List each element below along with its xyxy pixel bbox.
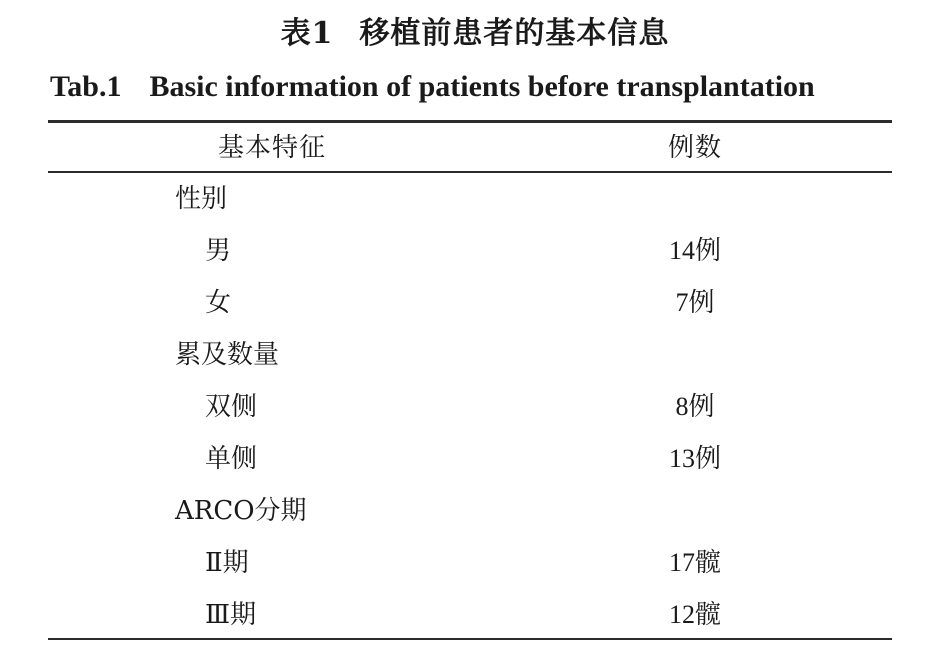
table-row bbox=[0, 381, 950, 433]
row-value: 12髋 bbox=[668, 600, 721, 629]
row-group-label: 性别 bbox=[175, 184, 228, 214]
table-bottom-rule bbox=[48, 638, 892, 640]
table-row bbox=[0, 433, 950, 485]
row-value: 7例 bbox=[675, 288, 715, 317]
row-label: Ⅱ期 bbox=[205, 548, 249, 578]
column-header-count: 例数 bbox=[668, 133, 723, 163]
row-group-label: 累及数量 bbox=[175, 340, 280, 370]
row-label: 单侧 bbox=[205, 444, 258, 474]
table-row bbox=[0, 225, 950, 277]
table-title-english-text: Basic information of patients before transplantation bbox=[149, 70, 815, 103]
table-row bbox=[0, 329, 950, 381]
row-value: 8例 bbox=[675, 392, 715, 421]
row-label: 女 bbox=[205, 288, 232, 318]
row-value: 14例 bbox=[668, 236, 721, 265]
table-number-chinese: 表1 bbox=[280, 16, 334, 51]
table-row bbox=[0, 277, 950, 329]
row-group-label: ARCO分期 bbox=[175, 496, 307, 526]
row-value: 17髋 bbox=[668, 548, 721, 577]
table-title-english bbox=[50, 68, 900, 106]
row-label: 双侧 bbox=[205, 392, 258, 422]
table-top-rule bbox=[48, 120, 892, 123]
table-number-english: Tab.1 bbox=[50, 70, 122, 103]
table-row bbox=[0, 537, 950, 589]
table-title-chinese-text: 移植前患者的基本信息 bbox=[359, 16, 670, 51]
row-label: 男 bbox=[205, 236, 232, 266]
row-value: 13例 bbox=[668, 444, 721, 473]
table-row bbox=[0, 485, 950, 537]
column-header-characteristic: 基本特征 bbox=[218, 133, 327, 163]
table-row bbox=[0, 589, 950, 641]
table-row bbox=[0, 173, 950, 225]
table-title-chinese bbox=[0, 14, 950, 54]
row-label: Ⅲ期 bbox=[205, 600, 257, 630]
